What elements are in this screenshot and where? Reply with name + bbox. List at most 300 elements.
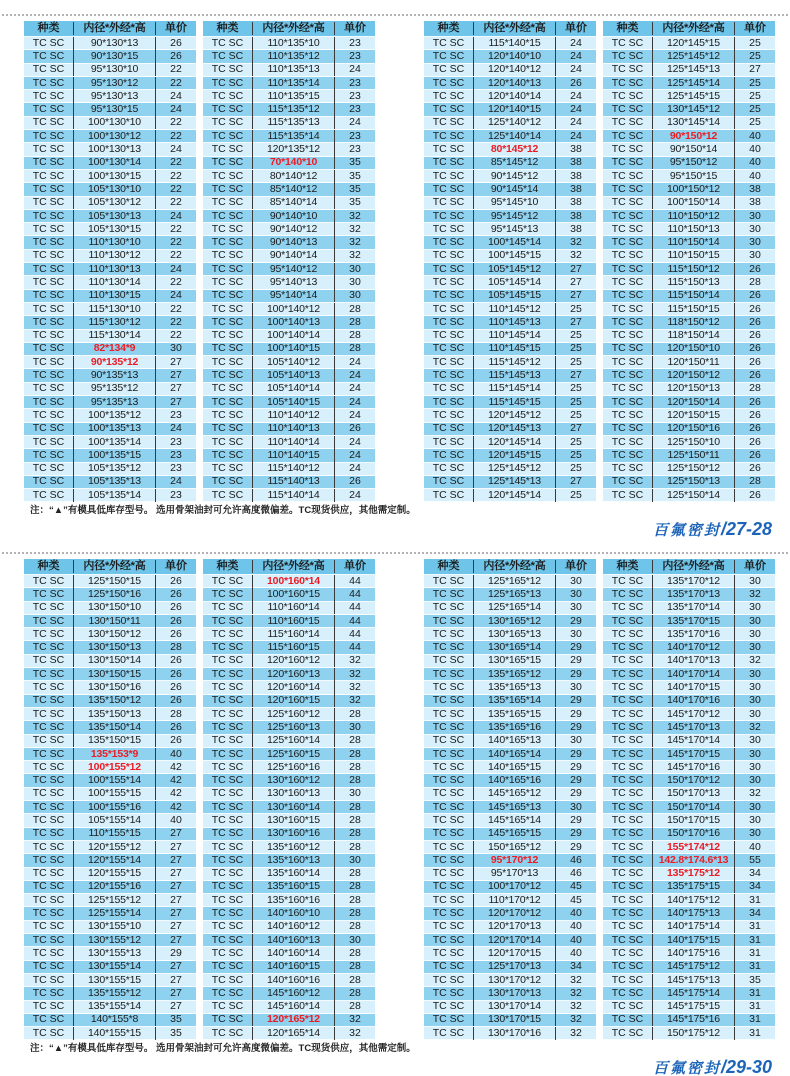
price-cell: 22 [155,77,196,90]
price-table-5 [24,559,196,1040]
table-row [424,197,596,210]
price-cell: 28 [334,920,375,933]
table-row [24,449,196,462]
price-cell: 34 [734,880,775,893]
size-cell: 110*150*14 [652,236,734,249]
price-cell: 25 [555,342,596,355]
price-cell: 26 [155,694,196,707]
size-cell: 130*165*15 [473,654,555,667]
type-cell: TC SC [32,116,65,129]
price-cell: 35 [155,1027,196,1040]
column-header: 内径*外经*高 [73,560,155,573]
type-cell: TC SC [32,222,65,235]
type-cell: TC SC [211,169,244,182]
table-row [203,263,375,276]
type-cell: TC SC [611,920,644,933]
size-cell: 110*135*13 [252,63,334,76]
size-cell: 140*175*13 [652,907,734,920]
price-cell: 26 [734,263,775,276]
size-cell: 140*155*8 [73,1013,155,1026]
type-cell: TC SC [611,601,644,614]
price-cell: 32 [334,681,375,694]
table-row [424,1014,596,1027]
table-row [24,197,196,210]
table-row [24,907,196,920]
size-cell: 145*175*15 [652,1000,734,1013]
size-cell: 100*160*14 [252,575,334,588]
table-row [603,330,775,343]
size-cell: 110*140*15 [252,449,334,462]
price-cell: 28 [334,1000,375,1013]
table-row [424,921,596,934]
table-row [424,449,596,462]
table-gap [196,559,203,1040]
price-cell: 31 [734,920,775,933]
type-cell: TC SC [432,681,465,694]
size-cell: 70*140*10 [252,156,334,169]
table-row [24,881,196,894]
price-cell: 22 [155,116,196,129]
size-cell: 130*155*14 [73,960,155,973]
table-row [203,343,375,356]
table-row [24,814,196,827]
type-cell: TC SC [432,973,465,986]
type-cell: TC SC [611,774,644,787]
table-row [424,641,596,654]
type-cell: TC SC [611,369,644,382]
type-cell: TC SC [211,116,244,129]
size-cell: 118*150*14 [652,329,734,342]
price-cell: 28 [334,974,375,987]
type-cell: TC SC [611,49,644,62]
size-cell: 85*145*12 [473,156,555,169]
price-cell: 34 [734,867,775,880]
type-cell: TC SC [32,63,65,76]
table-row [24,143,196,156]
price-cell: 32 [734,787,775,800]
size-cell: 100*135*12 [73,409,155,422]
table-row [603,489,775,502]
size-cell: 150*175*12 [652,1027,734,1040]
price-cell: 31 [734,1013,775,1026]
type-cell: TC SC [32,1013,65,1026]
table-row [424,681,596,694]
type-cell: TC SC [611,760,644,773]
table-row [24,974,196,987]
size-cell: 130*150*14 [73,654,155,667]
size-cell: 140*170*16 [652,694,734,707]
price-cell: 26 [155,668,196,681]
type-cell: TC SC [611,907,644,920]
price-cell: 29 [555,774,596,787]
type-cell: TC SC [432,249,465,262]
table-header-row [203,559,375,575]
table-header-row [424,559,596,575]
price-cell: 30 [734,708,775,721]
type-cell: TC SC [32,156,65,169]
table-row [424,1027,596,1040]
column-header: 单价 [155,560,196,573]
type-cell: TC SC [611,800,644,813]
type-cell: TC SC [611,720,644,733]
size-cell: 100*130*13 [73,143,155,156]
table-row [203,721,375,734]
size-cell: 125*140*12 [473,116,555,129]
type-cell: TC SC [432,76,465,89]
type-cell: TC SC [32,800,65,813]
price-cell: 25 [555,489,596,502]
size-cell: 110*130*10 [73,236,155,249]
size-cell: 135*160*13 [252,854,334,867]
type-cell: TC SC [432,614,465,627]
table-row [24,117,196,130]
price-cell: 55 [734,854,775,867]
price-cell: 25 [555,329,596,342]
type-cell: TC SC [611,89,644,102]
size-cell: 120*155*16 [73,880,155,893]
type-cell: TC SC [432,156,465,169]
type-cell: TC SC [211,1013,244,1026]
table-row [203,655,375,668]
size-cell: 110*170*12 [473,894,555,907]
price-cell: 24 [555,103,596,116]
table-row [603,934,775,947]
type-cell: TC SC [432,182,465,195]
table-row [424,476,596,489]
column-header: 种类 [37,22,60,34]
price-cell: 24 [334,449,375,462]
column-header: 单价 [334,22,375,35]
type-cell: TC SC [432,422,465,435]
table-row [24,602,196,615]
size-cell: 90*150*12 [652,130,734,143]
size-cell: 115*150*15 [652,303,734,316]
table-row [24,250,196,263]
table-row [424,117,596,130]
table-row [24,290,196,303]
table-row [203,841,375,854]
size-cell: 95*170*13 [473,867,555,880]
type-cell: TC SC [432,1013,465,1026]
price-cell: 22 [155,303,196,316]
table-gap [596,559,603,1040]
size-cell: 100*130*15 [73,170,155,183]
size-cell: 130*150*13 [73,641,155,654]
type-cell: TC SC [611,654,644,667]
price-cell: 26 [734,342,775,355]
price-cell: 44 [334,601,375,614]
table-row [203,668,375,681]
type-cell: TC SC [611,462,644,475]
price-cell: 23 [155,409,196,422]
size-cell: 145*170*14 [652,734,734,747]
type-cell: TC SC [611,681,644,694]
size-cell: 115*145*14 [473,382,555,395]
column-header: 种类 [437,22,460,34]
type-cell: TC SC [32,475,65,488]
price-cell: 24 [334,462,375,475]
table-row [603,788,775,801]
size-cell: 90*145*14 [473,183,555,196]
table-row [203,761,375,774]
table-row [603,721,775,734]
price-cell: 24 [155,422,196,435]
size-cell: 130*170*12 [473,974,555,987]
table-row [203,748,375,761]
type-cell: TC SC [611,880,644,893]
type-cell: TC SC [211,681,244,694]
size-cell: 135*170*15 [652,615,734,628]
table-row [603,588,775,601]
price-cell: 27 [555,289,596,302]
size-cell: 110*160*15 [252,615,334,628]
size-cell: 95*135*13 [73,396,155,409]
price-cell: 26 [734,289,775,302]
price-cell: 26 [734,409,775,422]
table-row [424,223,596,236]
table-row [424,974,596,987]
table-header-row [24,21,196,37]
type-cell: TC SC [211,36,244,49]
size-cell: 110*135*14 [252,77,334,90]
size-cell: 145*165*14 [473,814,555,827]
size-cell: 120*145*15 [473,449,555,462]
table-row [24,868,196,881]
size-cell: 115*135*12 [252,103,334,116]
size-cell: 110*135*12 [252,50,334,63]
price-cell: 30 [734,774,775,787]
table-row [24,64,196,77]
size-cell: 130*165*13 [473,628,555,641]
table-row [24,409,196,422]
price-cell: 28 [334,987,375,1000]
size-cell: 115*140*14 [252,489,334,502]
table-row [424,761,596,774]
size-cell: 145*175*14 [652,987,734,1000]
table-row [424,881,596,894]
type-cell: TC SC [432,587,465,600]
price-cell: 28 [334,947,375,960]
type-cell: TC SC [432,853,465,866]
price-cell: 31 [734,947,775,960]
size-cell: 140*160*10 [252,907,334,920]
price-cell: 28 [334,303,375,316]
table-row [203,641,375,654]
type-cell: TC SC [432,395,465,408]
type-cell: TC SC [611,867,644,880]
table-row [203,130,375,143]
type-cell: TC SC [211,827,244,840]
size-cell: 150*170*16 [652,827,734,840]
type-cell: TC SC [211,774,244,787]
table-row [603,868,775,881]
type-cell: TC SC [611,641,644,654]
type-cell: TC SC [432,36,465,49]
price-cell: 26 [155,734,196,747]
table-row [203,463,375,476]
type-cell: TC SC [211,1000,244,1013]
type-cell: TC SC [611,627,644,640]
price-cell: 23 [334,130,375,143]
size-cell: 105*135*12 [73,462,155,475]
type-cell: TC SC [211,76,244,89]
table-row [203,409,375,422]
size-cell: 95*130*12 [73,77,155,90]
table-row [424,396,596,409]
type-cell: TC SC [211,654,244,667]
column-header: 种类 [616,22,639,34]
type-cell: TC SC [211,880,244,893]
price-cell: 27 [155,960,196,973]
table-row [603,303,775,316]
type-cell: TC SC [611,973,644,986]
size-cell: 95*130*13 [73,90,155,103]
size-cell: 130*150*11 [73,615,155,628]
price-table-3 [424,21,596,502]
column-header: 内径*外经*高 [473,560,555,573]
type-cell: TC SC [211,342,244,355]
table-row [603,37,775,50]
size-cell: 140*175*16 [652,947,734,960]
price-cell: 24 [155,289,196,302]
price-cell: 40 [555,920,596,933]
price-cell: 32 [334,236,375,249]
table-row [424,1001,596,1014]
price-table-8 [603,559,775,1040]
page-label-series: 百氟密封 [652,521,721,540]
price-cell: 42 [155,761,196,774]
type-cell: TC SC [211,614,244,627]
price-cell: 27 [155,396,196,409]
table-row [603,681,775,694]
table-row [203,947,375,960]
type-cell: TC SC [211,63,244,76]
type-cell: TC SC [432,236,465,249]
price-cell: 30 [734,575,775,588]
size-cell: 130*160*14 [252,801,334,814]
size-cell: 100*140*14 [252,329,334,342]
size-cell: 125*145*15 [652,90,734,103]
type-cell: TC SC [211,1026,244,1039]
size-cell: 110*135*15 [252,90,334,103]
table-row [603,250,775,263]
type-cell: TC SC [432,986,465,999]
table-row [203,828,375,841]
size-cell: 90*140*10 [252,210,334,223]
table-row [203,695,375,708]
type-cell: TC SC [432,1000,465,1013]
type-cell: TC SC [432,488,465,501]
type-cell: TC SC [211,103,244,116]
type-cell: TC SC [211,667,244,680]
type-cell: TC SC [32,587,65,600]
size-cell: 100*135*15 [73,449,155,462]
table-row [24,801,196,814]
price-cell: 30 [734,801,775,814]
price-cell: 30 [734,734,775,747]
size-cell: 125*150*15 [73,575,155,588]
table-row [203,881,375,894]
price-cell: 27 [155,867,196,880]
price-cell: 32 [555,987,596,1000]
size-cell: 142.8*174.6*13 [652,854,734,867]
type-cell: TC SC [611,893,644,906]
table-row [203,103,375,116]
price-cell: 24 [155,90,196,103]
type-cell: TC SC [432,907,465,920]
size-cell: 110*150*15 [652,249,734,262]
table-row [24,841,196,854]
type-cell: TC SC [32,893,65,906]
table-row [424,615,596,628]
table-row [203,330,375,343]
column-header: 种类 [616,560,639,572]
type-cell: TC SC [211,182,244,195]
type-cell: TC SC [611,448,644,461]
type-cell: TC SC [211,694,244,707]
price-cell: 34 [734,907,775,920]
type-cell: TC SC [432,169,465,182]
type-cell: TC SC [611,129,644,142]
type-cell: TC SC [32,435,65,448]
table-row [24,77,196,90]
table-row [603,974,775,987]
price-cell: 30 [334,854,375,867]
type-cell: TC SC [32,973,65,986]
price-cell: 24 [334,356,375,369]
type-cell: TC SC [611,182,644,195]
type-cell: TC SC [211,209,244,222]
size-cell: 125*165*12 [473,575,555,588]
table-row [424,695,596,708]
table-row [24,615,196,628]
table-row [603,575,775,588]
table-row [24,263,196,276]
price-cell: 25 [734,103,775,116]
table-row [203,961,375,974]
size-cell: 120*140*10 [473,50,555,63]
size-cell: 130*150*12 [73,628,155,641]
table-row [203,90,375,103]
type-cell: TC SC [432,382,465,395]
price-cell: 30 [734,681,775,694]
table-row [203,37,375,50]
size-cell: 100*135*13 [73,422,155,435]
size-cell: 95*130*15 [73,103,155,116]
type-cell: TC SC [32,1000,65,1013]
type-cell: TC SC [611,36,644,49]
type-cell: TC SC [211,369,244,382]
size-cell: 140*175*12 [652,894,734,907]
type-cell: TC SC [432,800,465,813]
size-cell: 120*155*14 [73,854,155,867]
table-row [203,383,375,396]
price-cell: 31 [734,1027,775,1040]
size-cell: 115*130*14 [73,329,155,342]
size-cell: 140*170*15 [652,681,734,694]
column-header: 单价 [734,22,775,35]
size-cell: 95*135*12 [73,382,155,395]
size-cell: 135*155*12 [73,987,155,1000]
price-cell: 40 [555,907,596,920]
size-cell: 95*145*10 [473,196,555,209]
price-cell: 29 [555,761,596,774]
table-row [424,50,596,63]
price-cell: 24 [555,90,596,103]
footnote: 注：“▲”有模具低库存型号。 选用骨架油封可允许高度微偏差。TC现货供应，其他需定制。 [30,505,416,517]
price-cell: 22 [155,130,196,143]
table-header-row [424,21,596,37]
